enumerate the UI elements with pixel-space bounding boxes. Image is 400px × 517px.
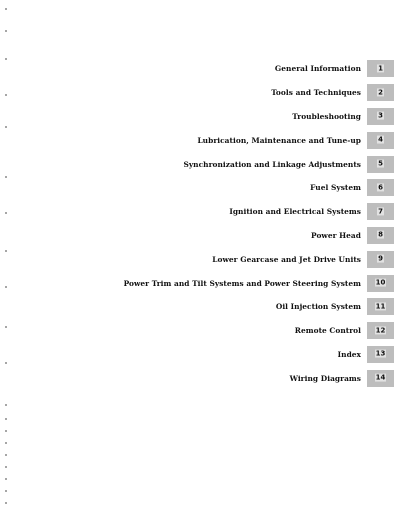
chapter-number: 10: [375, 278, 386, 287]
toc-entry-title[interactable]: Wiring Diagrams: [289, 373, 361, 383]
chapter-number: 1: [378, 64, 383, 73]
toc-entry[interactable]: [14, 128, 394, 152]
chapter-tab[interactable]: [367, 322, 394, 339]
chapter-number: 13: [375, 349, 386, 358]
toc-entry[interactable]: [14, 176, 394, 200]
chapter-tab[interactable]: [367, 298, 394, 315]
toc-entry[interactable]: [14, 224, 394, 248]
chapter-tab[interactable]: [367, 179, 394, 196]
toc-entry[interactable]: [14, 105, 394, 129]
chapter-tab[interactable]: [367, 108, 394, 125]
chapter-number: 9: [378, 254, 383, 263]
chapter-number: 6: [378, 183, 383, 192]
chapter-tab[interactable]: [367, 203, 394, 220]
chapter-number: 12: [375, 326, 386, 335]
toc-entry[interactable]: [14, 81, 394, 105]
chapter-number: 4: [378, 135, 383, 144]
chapter-tab[interactable]: [367, 346, 394, 363]
chapter-number: 5: [378, 159, 383, 168]
toc-entry[interactable]: [14, 343, 394, 367]
toc-entry-title[interactable]: Troubleshooting: [292, 111, 361, 121]
chapter-number: 11: [375, 302, 386, 311]
chapter-tab[interactable]: [367, 251, 394, 268]
chapter-number: 3: [378, 111, 383, 120]
chapter-tab[interactable]: [367, 275, 394, 292]
toc-entry-title[interactable]: Index: [337, 349, 361, 359]
chapter-number: 14: [375, 373, 386, 382]
toc-entry-title[interactable]: Fuel System: [310, 183, 361, 193]
chapter-tab[interactable]: [367, 156, 394, 173]
toc-entry[interactable]: [14, 319, 394, 343]
toc-entry-title[interactable]: Synchronization and Linkage Adjustments: [183, 159, 361, 169]
toc-entry[interactable]: [14, 152, 394, 176]
toc-entry[interactable]: [14, 57, 394, 81]
toc-entry-title[interactable]: Oil Injection System: [275, 302, 361, 312]
toc-entry[interactable]: [14, 200, 394, 224]
toc-entry[interactable]: [14, 271, 394, 295]
toc-entry-title[interactable]: Remote Control: [294, 326, 361, 336]
toc-entry[interactable]: [14, 366, 394, 390]
toc-entry-title[interactable]: Lower Gearcase and Jet Drive Units: [212, 254, 361, 264]
chapter-number: 8: [378, 230, 383, 239]
toc-entry-title[interactable]: Ignition and Electrical Systems: [229, 207, 361, 217]
toc-entry-title[interactable]: Power Head: [311, 230, 361, 240]
chapter-tab[interactable]: [367, 370, 394, 387]
toc-entry-title[interactable]: General Information: [274, 64, 361, 74]
chapter-tab[interactable]: [367, 84, 394, 101]
chapter-number: 2: [378, 88, 383, 97]
chapter-tab[interactable]: [367, 132, 394, 149]
chapter-tab[interactable]: [367, 227, 394, 244]
toc-entry-title[interactable]: Lubrication, Maintenance and Tune-up: [197, 135, 361, 145]
toc-entry-title[interactable]: Tools and Techniques: [271, 88, 361, 98]
chapter-number: 7: [378, 207, 383, 216]
chapter-tab[interactable]: [367, 60, 394, 77]
scan-edge-marks: [5, 0, 11, 517]
toc-entry[interactable]: [14, 247, 394, 271]
toc-entry[interactable]: [14, 295, 394, 319]
table-of-contents: [14, 57, 394, 390]
toc-entry-title[interactable]: Power Trim and Tilt Systems and Power Steering System: [123, 278, 361, 288]
